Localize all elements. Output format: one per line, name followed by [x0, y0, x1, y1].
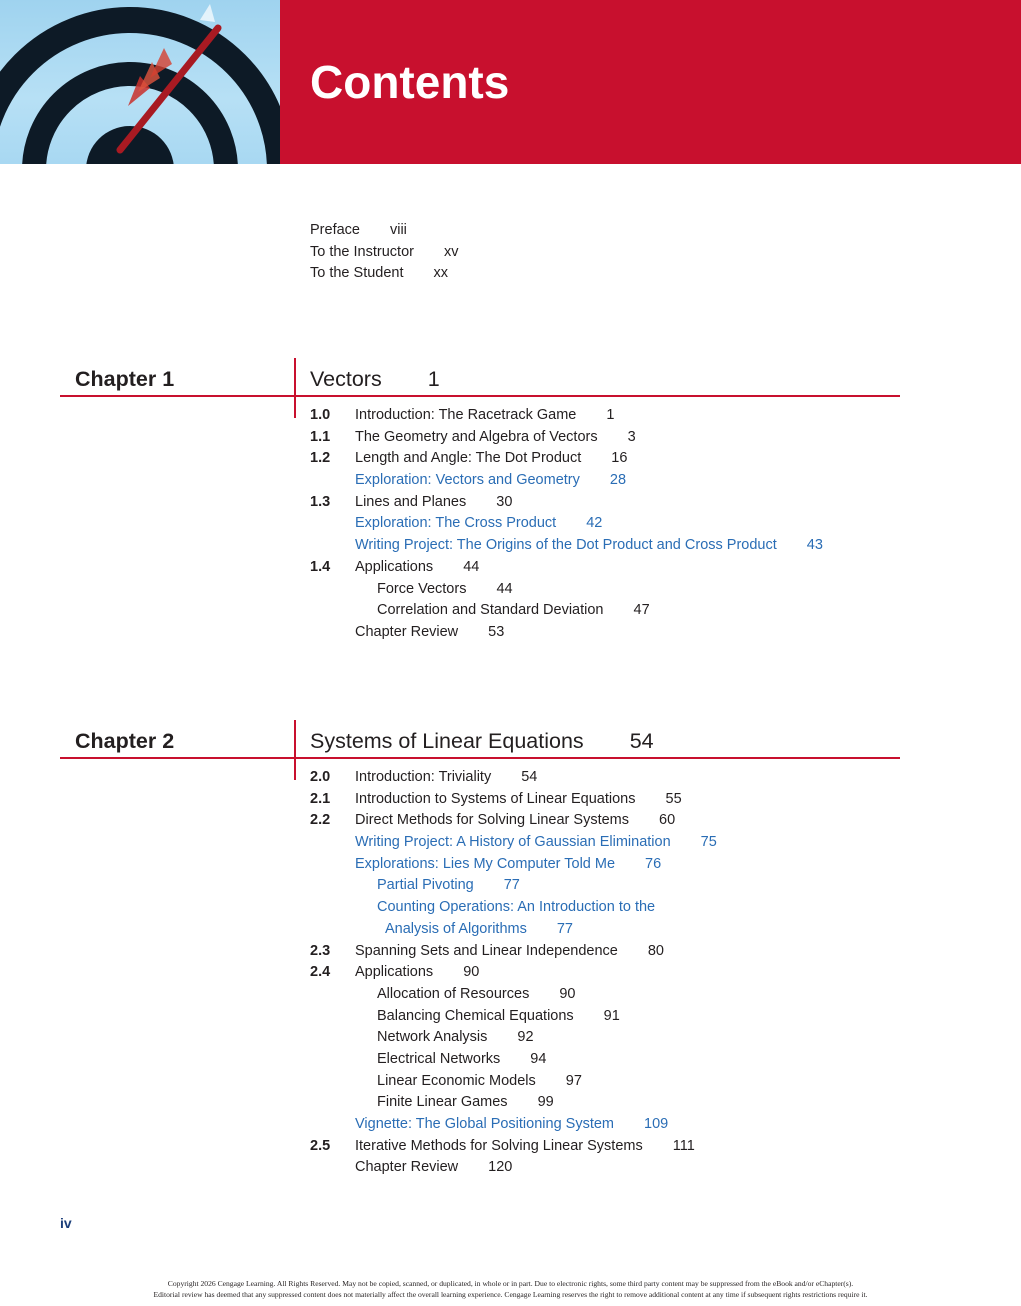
- entry-text: Spanning Sets and Linear Independence: [355, 942, 618, 959]
- entry-page: 120: [488, 1159, 513, 1176]
- entry-text: Introduction to Systems of Linear Equations: [355, 790, 636, 807]
- entry-text: Iterative Methods for Solving Linear Systems: [355, 1137, 643, 1154]
- section-number: 1.4: [310, 558, 331, 575]
- section-number: 2.5: [310, 1137, 331, 1154]
- section-number: 2.1: [310, 790, 331, 807]
- entry-page: 90: [463, 964, 480, 981]
- entry-page: 43: [806, 537, 823, 554]
- chapter-page: 1: [427, 367, 440, 391]
- section-number: 2.4: [310, 964, 331, 981]
- section-number: 1.1: [310, 428, 331, 445]
- entry-page: 44: [496, 580, 513, 597]
- entry-page: xx: [433, 265, 449, 282]
- entry-text: Applications: [355, 558, 434, 575]
- entry-text: Chapter Review: [355, 1159, 459, 1176]
- section-number: 2.3: [310, 942, 331, 959]
- section-number: 1.2: [310, 450, 331, 467]
- entry-text: Exploration: Vectors and Geometry: [355, 472, 580, 489]
- section-number: 1.0: [310, 407, 331, 423]
- entry-text: Network Analysis: [377, 1029, 488, 1046]
- chapter-title-text: Vectors: [310, 367, 382, 391]
- entry-text: Preface: [310, 222, 360, 238]
- entry-text: Introduction: The Racetrack Game: [355, 407, 577, 423]
- entry-text: Length and Angle: The Dot Product: [355, 450, 582, 467]
- entry-page: xv: [443, 243, 459, 260]
- entry-page: 97: [565, 1072, 582, 1089]
- section-number: 2.2: [310, 812, 331, 829]
- entry-page: 1: [606, 407, 615, 423]
- entry-page: 54: [521, 769, 538, 785]
- toc-entry[interactable]: [310, 242, 458, 264]
- entry-text: Finite Linear Games: [377, 1094, 508, 1111]
- entry-text: To the Student: [310, 265, 404, 282]
- chapter-title-text: Systems of Linear Equations: [310, 729, 584, 753]
- entry-page: 47: [633, 602, 650, 619]
- entry-text: Balancing Chemical Equations: [377, 1007, 574, 1024]
- entry-page: 111: [672, 1137, 695, 1154]
- entry-text: Exploration: The Cross Product: [355, 515, 557, 532]
- entry-text: Linear Economic Models: [377, 1072, 536, 1089]
- entry-page: 80: [647, 942, 664, 959]
- chapter-title[interactable]: [310, 728, 654, 754]
- chapter-title[interactable]: [310, 366, 440, 392]
- entry-page: 42: [586, 515, 603, 532]
- toc-entry[interactable]: [310, 263, 458, 285]
- entry-text: Counting Operations: An Introduction to the: [377, 899, 656, 916]
- entry-text: Applications: [355, 964, 434, 981]
- front-matter-list: [310, 220, 458, 285]
- entry-page: 91: [603, 1007, 620, 1024]
- copyright-line: Editorial review has deemed that any suppressed content does not materially affect the overall learning experience. Cengage Learning reserves the right to remove additional content at any time if subsequent rights restrictions require it.: [153, 1290, 868, 1299]
- chapter-label: Chapter 1: [75, 367, 175, 391]
- entry-page: 94: [530, 1050, 547, 1067]
- entry-page: 53: [488, 623, 505, 640]
- header-photo: [0, 0, 280, 164]
- copyright-line: Copyright 2026 Cengage Learning. All Rights Reserved. May not be copied, scanned, or duplicated, in whole or in part. Due to electronic rights, some third party content may be suppressed from the eBook and/or eChapter(s).: [167, 1279, 854, 1288]
- entry-page: viii: [389, 222, 407, 238]
- entry-text: Force Vectors: [377, 580, 467, 597]
- toc-entry[interactable]: [310, 220, 458, 242]
- copyright-notice: [0, 1278, 1021, 1300]
- page-title: Contents: [310, 56, 510, 108]
- entry-text: Introduction: Triviality: [355, 769, 492, 785]
- section-number: 1.3: [310, 493, 331, 510]
- chapter-divider: [294, 720, 296, 780]
- entry-page: 99: [537, 1094, 554, 1111]
- entry-page: 90: [559, 985, 576, 1002]
- entry-page: 77: [556, 920, 573, 937]
- chapter-divider: [294, 358, 296, 418]
- entry-text: Partial Pivoting: [377, 877, 474, 894]
- chapter-label: Chapter 2: [75, 729, 175, 753]
- entry-text: Lines and Planes: [355, 493, 467, 510]
- entry-text: Direct Methods for Solving Linear Systems: [355, 812, 629, 829]
- chapter-rule: [60, 395, 900, 397]
- entry-page: 109: [644, 1116, 669, 1132]
- entry-page: 28: [609, 472, 627, 489]
- entry-page: 75: [700, 834, 717, 851]
- arrow-in-target-icon: [0, 0, 280, 164]
- section-number: 2.0: [310, 769, 331, 785]
- entry-page: 76: [645, 855, 662, 872]
- chapter-rule: [60, 757, 900, 759]
- entry-text: Analysis of Algorithms: [385, 920, 527, 937]
- entry-text: Writing Project: The Origins of the Dot Product and Cross Product: [355, 537, 777, 554]
- entry-page: 60: [659, 812, 676, 829]
- page-folio: iv: [60, 1215, 72, 1231]
- chapter-page: 54: [629, 729, 654, 753]
- entry-text: Correlation and Standard Deviation: [377, 602, 604, 619]
- entry-page: 3: [627, 428, 636, 445]
- entry-text: Chapter Review: [355, 623, 459, 640]
- entry-page: 16: [611, 450, 628, 467]
- header-band: [280, 0, 1021, 164]
- entry-text: To the Instructor: [310, 243, 414, 260]
- entry-text: Electrical Networks: [377, 1050, 501, 1067]
- entry-text: Vignette: The Global Positioning System: [355, 1116, 615, 1132]
- entry-text: The Geometry and Algebra of Vectors: [355, 428, 598, 445]
- entry-page: 30: [496, 493, 513, 510]
- entry-page: 55: [665, 790, 682, 807]
- entry-page: 77: [503, 877, 520, 894]
- entry-text: Explorations: Lies My Computer Told Me: [355, 855, 616, 872]
- entry-text: Allocation of Resources: [377, 985, 530, 1002]
- entry-page: 92: [517, 1029, 534, 1046]
- entry-text: Writing Project: A History of Gaussian Elimination: [355, 834, 671, 851]
- entry-page: 44: [463, 558, 480, 575]
